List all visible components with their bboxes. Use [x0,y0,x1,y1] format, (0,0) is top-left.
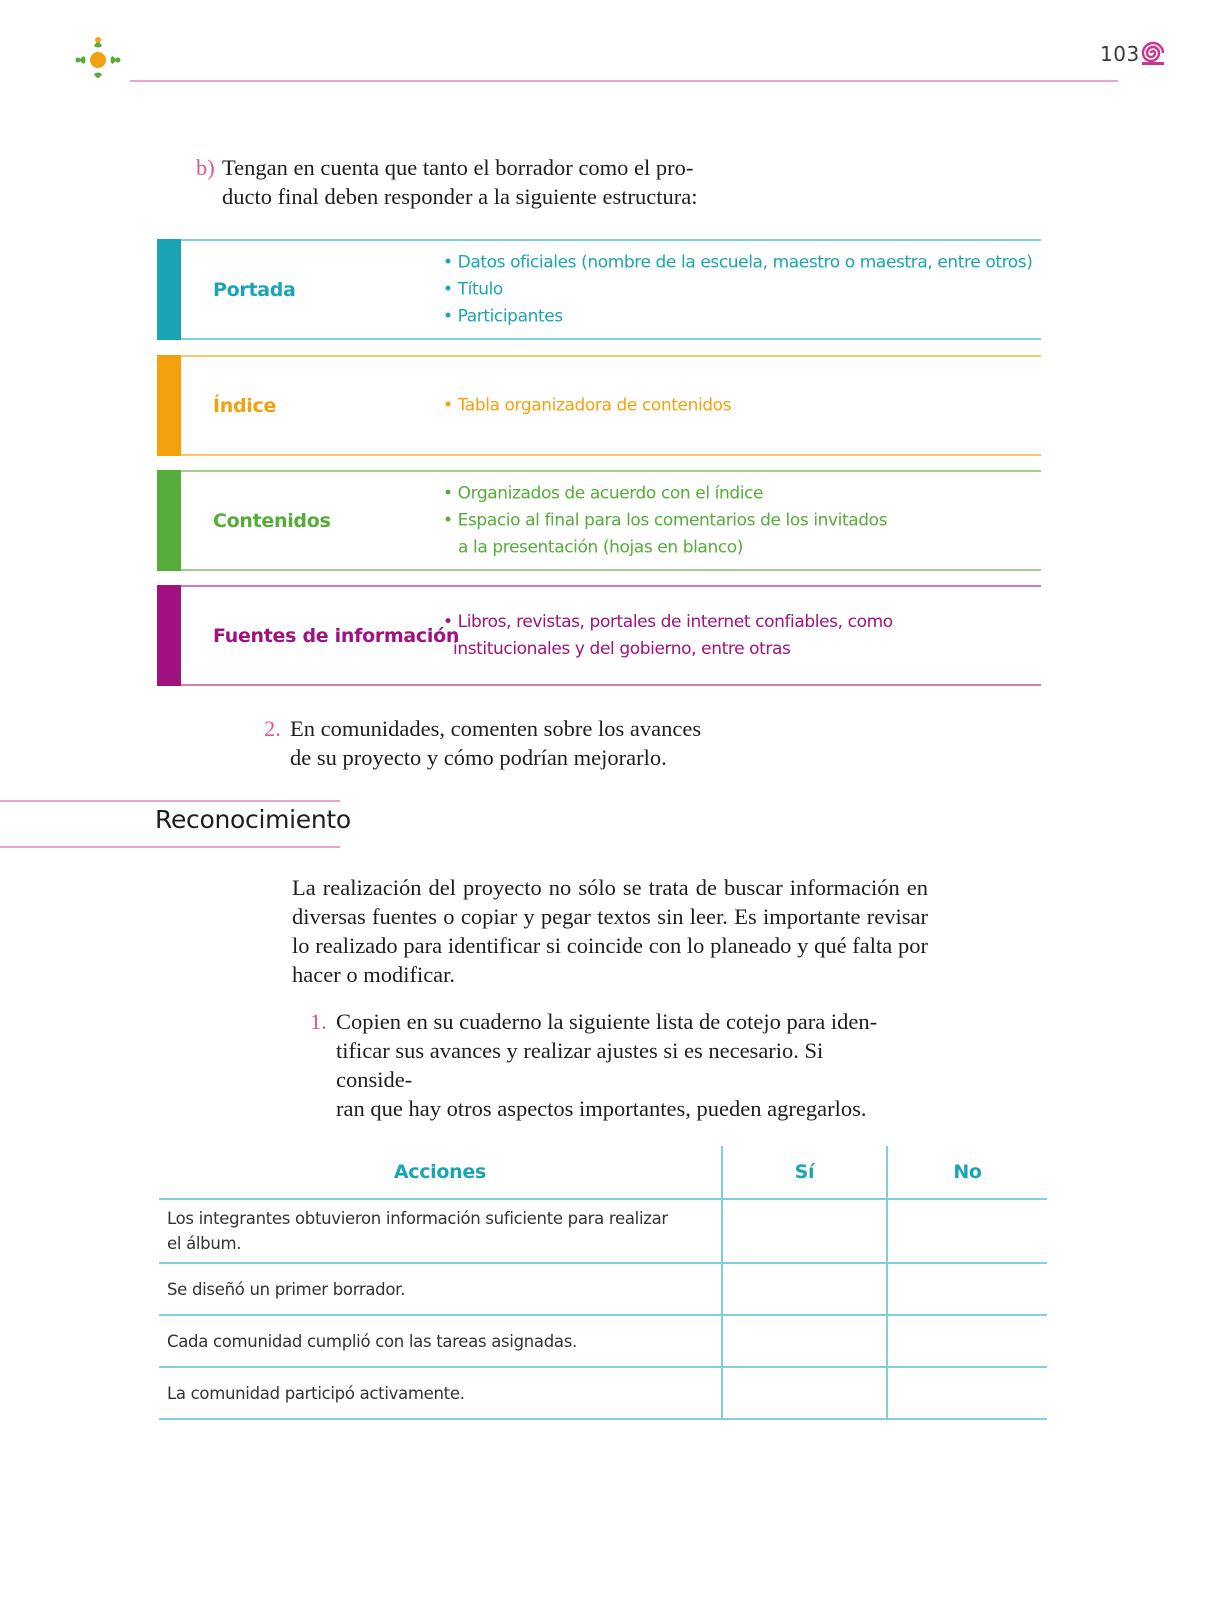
instruction-b [196,153,756,211]
bullet-item: • Tabla organizadora de contenidos [443,395,732,415]
bullet-item: institucionales y del gobierno, entre otras [443,638,791,659]
table-row [159,1367,1047,1419]
page-number: 103 [1100,42,1140,66]
row-rule [181,454,1041,456]
row-rule [181,239,1041,241]
structure-bullets [443,480,887,561]
row-rule [181,470,1041,472]
structure-label: Fuentes de información [213,624,460,647]
no-cell[interactable] [887,1199,1047,1263]
no-cell[interactable] [887,1315,1047,1367]
structure-row-portada [157,239,1041,340]
instruction-text: ran que hay otros aspectos importantes, pueden agregarlos. [336,1096,867,1121]
header-acciones: Acciones [159,1146,722,1199]
row-rule [181,338,1041,340]
flower-logo-icon [72,34,124,86]
instruction-text: En comunidades, comenten sobre los avances [290,716,702,741]
bullet-item: • Título [443,279,503,299]
instruction-text: tificar sus avances y realizar ajustes si es necesario. Si conside- [336,1038,824,1092]
row-rule [181,684,1041,686]
bullet-item: • Libros, revistas, portales de internet confiables, como [443,611,893,632]
action-text: Los integrantes obtuvieron información suficiente para realizar [167,1209,668,1228]
action-cell: Se diseñó un primer borrador. [159,1263,722,1315]
color-bar [157,355,181,456]
instruction-text: ducto final deben responder a la siguiente estructura: [222,184,698,209]
no-cell[interactable] [887,1263,1047,1315]
item-marker: 2. [264,716,281,741]
row-rule [181,355,1041,357]
instruction-text: de su proyecto y cómo podrían mejorarlo. [290,745,667,770]
no-cell[interactable] [887,1367,1047,1419]
section-rule-top [0,800,340,802]
structure-bullets [443,392,731,419]
action-cell [159,1199,722,1263]
header-no: No [887,1146,1047,1199]
table-row [159,1263,1047,1315]
si-cell[interactable] [722,1199,887,1263]
row-rule [181,569,1041,571]
structure-row-indice [157,355,1041,456]
bullet-item: a la presentación (hojas en blanco) [443,537,743,557]
structure-label: Portada [213,278,296,301]
color-bar [157,585,181,686]
bullet-item: • Participantes [443,306,563,326]
instruction-2 [264,714,744,772]
bullet-item: • Espacio al final para los comentarios de los invitados [443,510,888,530]
action-cell: Cada comunidad cumplió con las tareas asignadas. [159,1315,722,1367]
structure-row-contenidos [157,470,1041,571]
spiral-glyph-icon [1138,38,1168,68]
structure-label: Índice [213,394,277,417]
table-row [159,1199,1047,1263]
header-rule [130,80,1118,82]
header-si: Sí [722,1146,887,1199]
structure-bullets [443,249,1033,330]
action-text: el álbum. [167,1234,242,1253]
bullet-item: • Datos oficiales (nombre de la escuela, maestro o maestra, entre otros) [443,252,1033,272]
checklist-table [159,1146,1047,1420]
item-marker: 1. [310,1009,327,1034]
action-cell: La comunidad participó activamente. [159,1367,722,1419]
instruction-1 [310,1007,902,1123]
bullet-item: • Organizados de acuerdo con el índice [443,483,764,503]
si-cell[interactable] [722,1367,887,1419]
structure-label: Contenidos [213,509,331,532]
instruction-text: Tengan en cuenta que tanto el borrador como el pro- [222,155,694,180]
structure-bullets [443,609,893,663]
si-cell[interactable] [722,1315,887,1367]
section-rule-bottom [0,846,340,848]
instruction-text: Copien en su cuaderno la siguiente lista de cotejo para iden- [336,1009,878,1034]
color-bar [157,470,181,571]
structure-row-fuentes [157,585,1041,686]
color-bar [157,239,181,340]
si-cell[interactable] [722,1263,887,1315]
table-row [159,1315,1047,1367]
section-title: Reconocimiento [155,805,351,834]
item-marker: b) [196,155,215,180]
table-header-row [159,1146,1047,1199]
section-intro: La realización del proyecto no sólo se trata de buscar información en diversas fuentes o copiar y pegar textos sin leer. Es importante revisar lo realizado para identificar si coincide con lo planeado y qué falta por hacer o modificar. [292,875,928,987]
row-rule [181,585,1041,587]
